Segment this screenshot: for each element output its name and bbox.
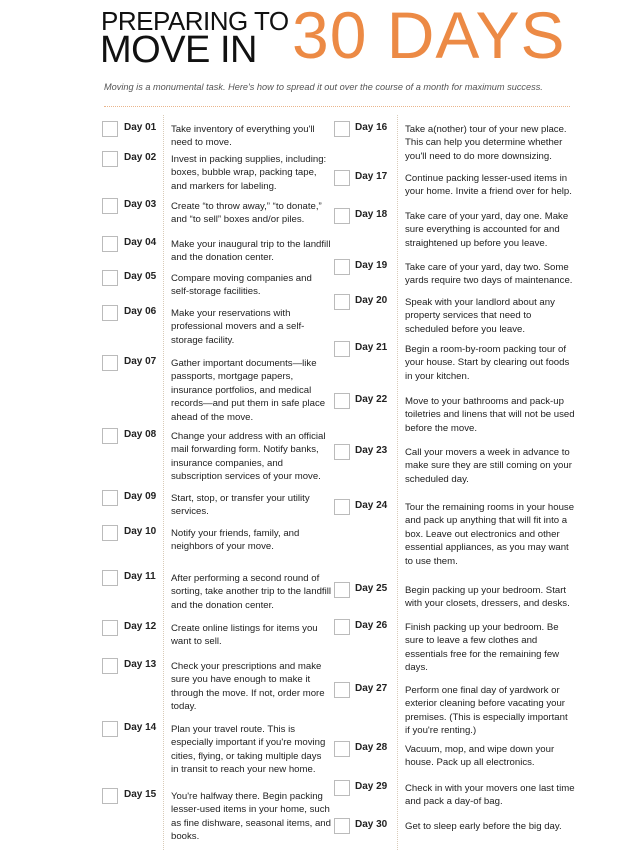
day-task: Notify your friends, family, and neighbors of your move. [171, 528, 300, 553]
day-checkbox[interactable] [102, 355, 118, 371]
day-label: Day 20 [355, 295, 388, 306]
day-label: Day 12 [124, 621, 157, 632]
day-task: Take care of your yard, day two. Some yards require two days of maintenance. [405, 262, 573, 287]
day-label: Day 03 [124, 199, 157, 210]
day-label: Day 02 [124, 152, 157, 163]
day-label: Day 08 [124, 429, 157, 440]
day-task: Create “to throw away,” “to donate,” and “to sell” boxes and/or piles. [171, 201, 322, 226]
day-checkbox[interactable] [102, 658, 118, 674]
day-label: Day 16 [355, 122, 388, 133]
day-task: Take a(nother) tour of your new place. This can help you determine whether you'll need to do more downsizing. [405, 124, 567, 162]
day-checkbox[interactable] [102, 305, 118, 321]
day-checkbox[interactable] [334, 619, 350, 635]
day-task: Gather important documents—like passports, mortgage papers, insurance portfolios, and medical records—and put them in safe place ahead of the move. [171, 358, 326, 423]
day-task: Invest in packing supplies, including: boxes, bubble wrap, packing tape, and markers for labeling. [171, 154, 327, 192]
day-task: Make your reservations with professional movers and a self-storage facility. [171, 308, 305, 346]
day-task: Vacuum, mop, and wipe down your house. Pack up all electronics. [405, 744, 555, 769]
day-label: Day 29 [355, 781, 388, 792]
day-task: Check your prescriptions and make sure you have enough to make it through the move. If not, order more today. [171, 661, 325, 713]
day-label: Day 25 [355, 583, 388, 594]
day-label: Day 01 [124, 122, 157, 133]
day-label: Day 07 [124, 356, 157, 367]
day-task: Check in with your movers one last time and pack a day-of bag. [405, 783, 575, 808]
day-label: Day 23 [355, 445, 388, 456]
day-label: Day 06 [124, 306, 157, 317]
day-task: Move to your bathrooms and pack-up toiletries and linens that will not be used before the move. [405, 396, 575, 434]
day-checkbox[interactable] [102, 198, 118, 214]
day-checkbox[interactable] [102, 525, 118, 541]
right-column-divider [397, 115, 398, 850]
day-task: Begin packing up your bedroom. Start with your closets, dressers, and desks. [405, 585, 570, 610]
day-checkbox[interactable] [102, 236, 118, 252]
day-checkbox[interactable] [334, 444, 350, 460]
day-checkbox[interactable] [102, 620, 118, 636]
day-label: Day 11 [124, 571, 156, 582]
day-task: After performing a second round of sorting, take another trip to the landfill and the donation center. [171, 573, 331, 611]
day-label: Day 26 [355, 620, 388, 631]
day-label: Day 05 [124, 271, 157, 282]
day-checkbox[interactable] [334, 294, 350, 310]
day-task: Plan your travel route. This is especially important if you're moving cities, flying, or taking multiple days in transit to reach your new home. [171, 724, 326, 776]
day-task: Finish packing up your bedroom. Be sure to leave a few clothes and essentials free for the remaining few days. [405, 622, 560, 674]
day-label: Day 09 [124, 491, 157, 502]
day-label: Day 18 [355, 209, 388, 220]
day-checkbox[interactable] [334, 208, 350, 224]
day-label: Day 21 [355, 342, 388, 353]
day-task: Get to sleep early before the big day. [405, 821, 562, 832]
day-checkbox[interactable] [102, 151, 118, 167]
day-task: Take care of your yard, day one. Make sure everything is accounted for and straightened up before you leave. [405, 211, 569, 249]
day-task: Compare moving companies and self-storage facilities. [171, 273, 312, 298]
day-checkbox[interactable] [334, 341, 350, 357]
day-label: Day 04 [124, 237, 157, 248]
day-task: Start, stop, or transfer your utility services. [171, 493, 310, 518]
day-label: Day 30 [355, 819, 388, 830]
day-task: Make your inaugural trip to the landfill and the donation center. [171, 239, 331, 264]
day-task: Change your address with an official mail forwarding form. Notify banks, insurance companies, and subscription services of your move. [171, 431, 326, 483]
day-checkbox[interactable] [334, 499, 350, 515]
day-checkbox[interactable] [334, 582, 350, 598]
subtitle: Moving is a monumental task. Here's how to spread it out over the course of a month for maximum success. [104, 82, 543, 92]
title-line-2: MOVE IN [100, 29, 257, 71]
day-task: Perform one final day of yardwork or exterior cleaning before vacating your premises. (This is especially important if you're renting.) [405, 685, 568, 737]
day-label: Day 24 [355, 500, 388, 511]
day-checkbox[interactable] [102, 570, 118, 586]
day-task: Create online listings for items you want to sell. [171, 623, 318, 648]
day-task: Tour the remaining rooms in your house and pack up anything that will fit into a box. Leave out electronics and other essential appliances, as you may want to use them. [405, 502, 575, 567]
day-label: Day 13 [124, 659, 157, 670]
day-checkbox[interactable] [334, 393, 350, 409]
header-divider [104, 106, 570, 107]
day-checkbox[interactable] [334, 682, 350, 698]
day-label: Day 14 [124, 722, 157, 733]
day-checkbox[interactable] [334, 121, 350, 137]
day-label: Day 28 [355, 742, 388, 753]
day-checkbox[interactable] [102, 788, 118, 804]
day-label: Day 15 [124, 789, 157, 800]
day-label: Day 19 [355, 260, 388, 271]
day-checkbox[interactable] [334, 818, 350, 834]
day-label: Day 17 [355, 171, 388, 182]
title-highlight: 30 DAYS [292, 0, 566, 72]
title-line-1: PREPARING TO [101, 6, 289, 36]
day-checkbox[interactable] [334, 259, 350, 275]
day-checkbox[interactable] [334, 780, 350, 796]
day-checkbox[interactable] [102, 721, 118, 737]
day-label: Day 10 [124, 526, 157, 537]
day-checkbox[interactable] [334, 170, 350, 186]
day-label: Day 22 [355, 394, 388, 405]
day-task: You're halfway there. Begin packing lesser-used items in your home, such as fine dishware, seasonal items, and books. [171, 791, 331, 843]
day-task: Take inventory of everything you'll need to move. [171, 124, 315, 149]
day-checkbox[interactable] [102, 121, 118, 137]
left-column-divider [163, 115, 164, 850]
day-label: Day 27 [355, 683, 388, 694]
day-checkbox[interactable] [102, 270, 118, 286]
day-checkbox[interactable] [334, 741, 350, 757]
day-checkbox[interactable] [102, 428, 118, 444]
day-checkbox[interactable] [102, 490, 118, 506]
day-task: Continue packing lesser-used items in your home. Invite a friend over for help. [405, 173, 572, 198]
day-task: Speak with your landlord about any property services that need to scheduled before you leave. [405, 297, 555, 335]
day-task: Begin a room-by-room packing tour of your house. Start by clearing out foods in your kitchen. [405, 344, 570, 382]
day-task: Call your movers a week in advance to make sure they are still coming on your scheduled day. [405, 447, 572, 485]
